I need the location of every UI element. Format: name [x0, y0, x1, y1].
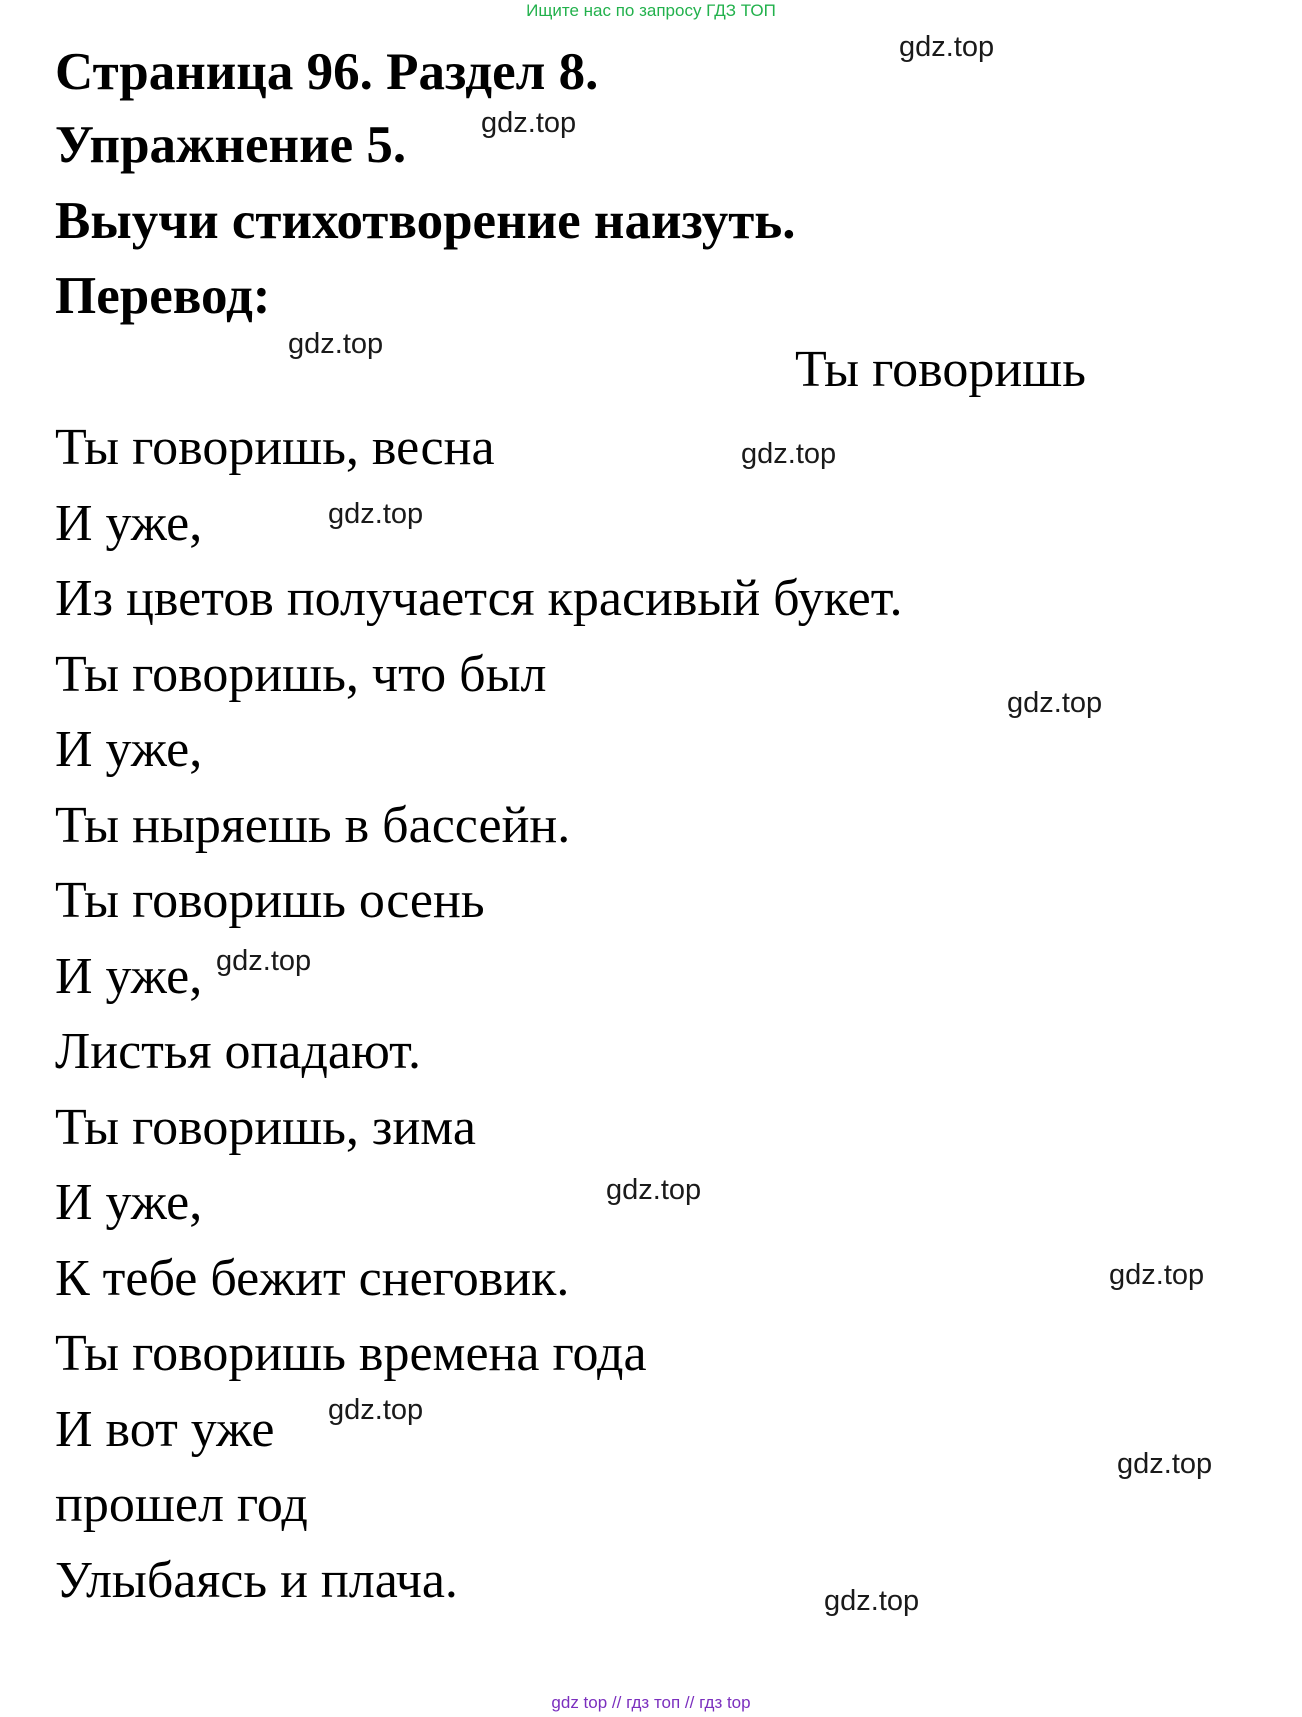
poem-title: Ты говоришь	[795, 341, 1086, 398]
task-heading: Выучи стихотворение наизуть.	[55, 192, 796, 250]
watermark: gdz.top	[899, 31, 995, 63]
poem-line: Ты говоришь, что был	[55, 645, 547, 703]
poem-line: Ты говоришь времена года	[55, 1325, 647, 1382]
page-section-heading: Страница 96. Раздел 8.	[55, 43, 599, 101]
translation-heading: Перевод:	[55, 267, 271, 325]
watermark: gdz.top	[481, 107, 577, 139]
poem-line: И уже,	[55, 947, 203, 1005]
poem-line: Листья опадают.	[55, 1023, 421, 1080]
poem-line: И уже,	[55, 1174, 203, 1231]
top-banner-link[interactable]: Ищите нас по запросу ГДЗ ТОП	[526, 1, 776, 20]
poem-line: Ты говоришь, зима	[55, 1098, 476, 1156]
watermark: gdz.top	[824, 1585, 920, 1617]
poem-line: Ты ныряешь в бассейн.	[55, 796, 571, 854]
watermark: gdz.top	[741, 438, 837, 470]
poem-line: Из цветов получается красивый букет.	[55, 570, 903, 627]
exercise-heading: Упражнение 5.	[55, 116, 407, 174]
poem-line: Ты говоришь осень	[55, 872, 485, 929]
poem-line: прошел год	[55, 1476, 308, 1533]
watermark: gdz.top	[606, 1174, 702, 1206]
poem-line: Улыбаясь и плача.	[55, 1551, 458, 1609]
poem-line: И уже,	[55, 721, 203, 778]
poem-line: И вот уже	[55, 1400, 275, 1458]
watermark: gdz.top	[1007, 687, 1103, 719]
watermark: gdz.top	[288, 328, 384, 360]
bottom-banner-link[interactable]: gdz top // гдз топ // гдз top	[551, 1693, 751, 1712]
watermark: gdz.top	[328, 498, 424, 530]
watermark: gdz.top	[216, 945, 312, 977]
poem-lines	[55, 418, 903, 1626]
watermark: gdz.top	[328, 1394, 424, 1426]
poem-line: И уже,	[55, 494, 203, 552]
watermark: gdz.top	[1117, 1448, 1213, 1480]
watermark: gdz.top	[1109, 1259, 1205, 1291]
poem-line: К тебе бежит снеговик.	[55, 1249, 570, 1307]
poem-line: Ты говоришь, весна	[55, 419, 495, 476]
